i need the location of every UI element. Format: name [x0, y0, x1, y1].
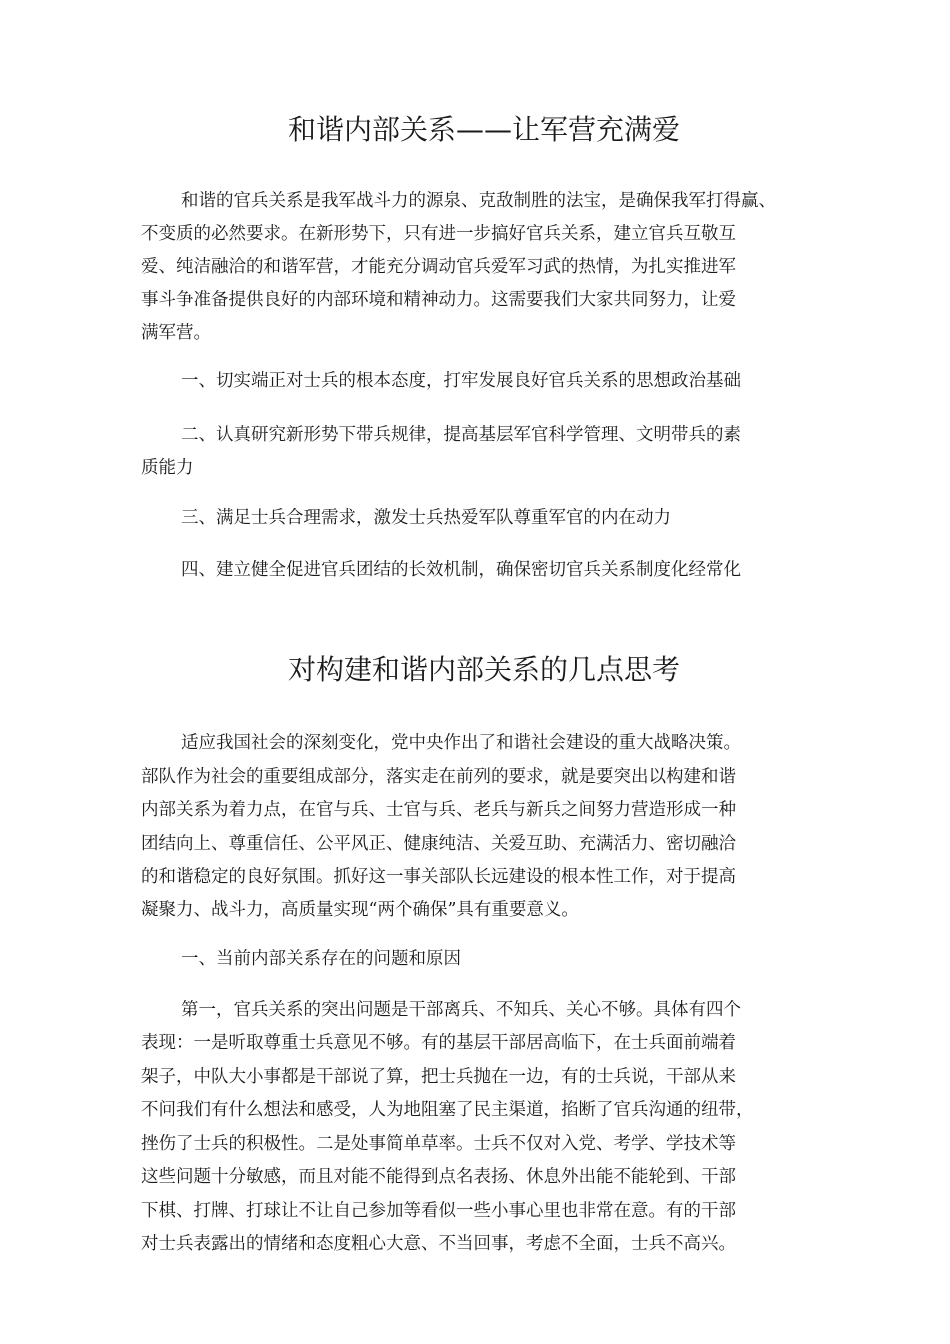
section1-point-4: 四、建立健全促进官兵团结的长效机制，确保密切官兵关系制度化经常化	[181, 560, 741, 580]
section2-heading-1: 一、当前内部关系存在的问题和原因	[181, 949, 461, 969]
section1-intro-line: 满军营。	[141, 323, 211, 343]
section1-intro-line: 不变质的必然要求。在新形势下，只有进一步搞好官兵关系，建立官兵互敬互	[141, 224, 736, 244]
section1-intro-line: 事斗争准备提供良好的内部环境和精神动力。这需要我们大家共同努力，让爱	[141, 290, 736, 310]
section1-point-1: 一、切实端正对士兵的根本态度，打牢发展良好官兵关系的思想政治基础	[181, 371, 741, 391]
section1-intro-line: 爱、纯洁融洽的和谐军营，才能充分调动官兵爱军习武的热情，为扎实推进军	[141, 257, 736, 277]
section2-intro-line: 适应我国社会的深刻变化，党中央作出了和谐社会建设的重大战略决策。	[181, 733, 741, 753]
section2-intro-line: 凝聚力、战斗力，高质量实现“两个确保”具有重要意义。	[141, 900, 579, 920]
section2-body-line: 挫伤了士兵的积极性。二是处事简单草率。士兵不仅对入党、考学、学技术等	[141, 1134, 736, 1154]
section2-body-line: 下棋、打牌、打球让不让自己参加等看似一些小事心里也非常在意。有的干部	[141, 1201, 736, 1221]
section2-intro-line: 内部关系为着力点，在官与兵、士官与兵、老兵与新兵之间努力营造形成一种	[141, 800, 736, 820]
section1-intro-line: 和谐的官兵关系是我军战斗力的源泉、克敌制胜的法宝，是确保我军打得赢、	[181, 191, 776, 211]
section2-body-line: 第一，官兵关系的突出问题是干部离兵、不知兵、关心不够。具体有四个	[181, 1000, 741, 1020]
section2-body-line: 这些问题十分敏感，而且对能不能得到点名表扬、休息外出能不能轮到、干部	[141, 1167, 736, 1187]
section2-body-line: 不问我们有什么想法和感受，人为地阻塞了民主渠道，掐断了官兵沟通的纽带，	[141, 1100, 754, 1120]
section2-intro-line: 部队作为社会的重要组成部分，落实走在前列的要求，就是要突出以构建和谐	[141, 767, 736, 787]
section2-intro-line: 团结向上、尊重信任、公平风正、健康纯洁、关爱互助、充满活力、密切融洽	[141, 834, 736, 854]
section2-body-line: 对士兵表露出的情绪和态度粗心大意、不当回事，考虑不全面，士兵不高兴。	[141, 1234, 736, 1254]
section2-body-line: 表现：一是听取尊重士兵意见不够。有的基层干部居高临下，在士兵面前端着	[141, 1033, 736, 1053]
section2-body-line: 架子，中队大小事都是干部说了算，把士兵抛在一边，有的士兵说，干部从来	[141, 1067, 736, 1087]
section2-title: 对构建和谐内部关系的几点思考	[287, 653, 680, 686]
section1-title: 和谐内部关系——让军营充满爱	[287, 113, 680, 146]
section1-point-3: 三、满足士兵合理需求，激发士兵热爱军队尊重军官的内在动力	[181, 508, 671, 528]
section1-point-2: 二、认真研究新形势下带兵规律，提高基层军官科学管理、文明带兵的素	[181, 425, 741, 445]
section1-point-2-cont: 质能力	[141, 458, 194, 478]
section2-intro-line: 的和谐稳定的良好氛围。抓好这一事关部队长远建设的根本性工作，对于提高	[141, 867, 736, 887]
